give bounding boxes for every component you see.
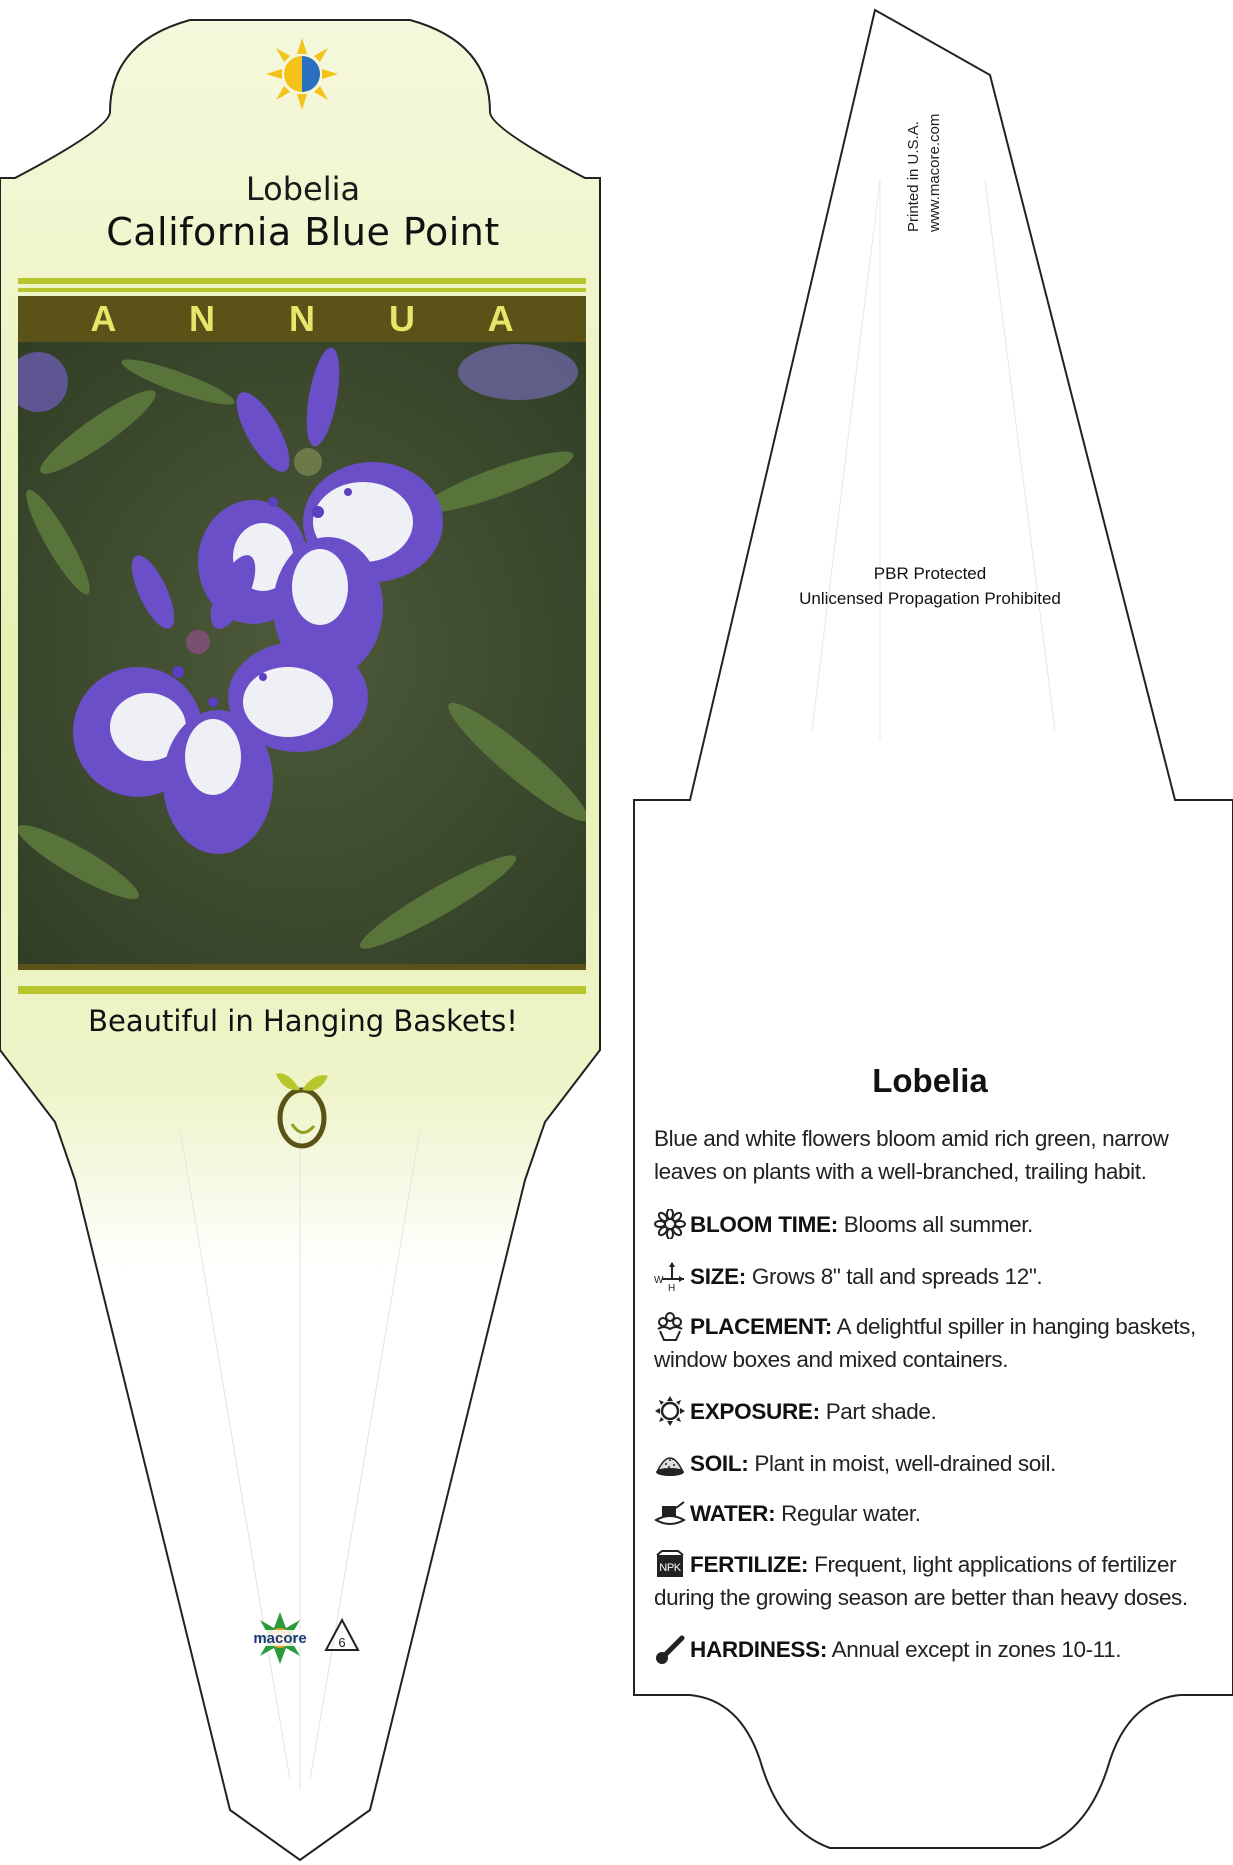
thermometer-icon: [654, 1634, 686, 1664]
attr-water: [654, 1497, 1229, 1530]
part-sun-icon: [264, 36, 340, 112]
pbr-protected: PBR Protected: [873, 564, 987, 583]
soil-icon: [654, 1448, 686, 1478]
npk-icon: [654, 1549, 686, 1579]
back-description: Blue and white flowers bloom amid rich green, narrow leaves on plants with a well-branched, trailing habit.: [654, 1126, 1169, 1184]
attr-label: FERTILIZE:: [690, 1552, 809, 1577]
front-tagline: Beautiful in Hanging Baskets!: [88, 1004, 518, 1038]
flower-photo: [18, 342, 586, 964]
attr-soil: [654, 1447, 1229, 1480]
sprout-logo-icon: [270, 1068, 334, 1150]
macore-logo: [242, 1610, 362, 1666]
annual-band: [18, 296, 586, 342]
attr-text: Plant in moist, well-drained soil.: [754, 1451, 1056, 1476]
attr-label: HARDINESS:: [690, 1637, 828, 1662]
attr-label: SOIL:: [690, 1451, 749, 1476]
planter-icon: [654, 1311, 686, 1341]
attr-text: Blooms all summer.: [843, 1212, 1033, 1237]
category-label: A N N U A: [90, 298, 546, 339]
attr-bloom-time: [654, 1208, 1229, 1241]
size-h-label: H: [668, 1283, 675, 1291]
size-arrows-icon: [654, 1261, 686, 1291]
front-variety-name: California Blue Point: [106, 210, 500, 254]
attr-label: BLOOM TIME:: [690, 1212, 838, 1237]
attr-text: Regular water.: [781, 1501, 921, 1526]
attr-text: Annual except in zones 10-11.: [831, 1637, 1122, 1662]
attr-label: SIZE:: [690, 1264, 747, 1289]
attr-hardiness: [654, 1633, 1229, 1666]
back-title: Lobelia: [872, 1062, 988, 1099]
attr-placement: [654, 1310, 1229, 1376]
attr-size: [654, 1260, 1229, 1293]
attr-label: EXPOSURE:: [690, 1399, 820, 1424]
attr-text: Frequent, light applications of fertilizer during the growing season are better than heavy doses.: [654, 1552, 1188, 1610]
attr-text: Grows 8" tall and spreads 12".: [751, 1264, 1043, 1289]
attr-fertilize: [654, 1548, 1229, 1614]
front-genus-name: Lobelia: [245, 170, 361, 208]
attr-text: Part shade.: [825, 1399, 937, 1424]
pbr-notice: Unlicensed Propagation Prohibited: [799, 589, 1061, 608]
attr-label: WATER:: [690, 1501, 776, 1526]
flower-icon: [654, 1209, 686, 1239]
attr-text: A delightful spiller in hanging baskets, window boxes and mixed containers.: [654, 1314, 1196, 1372]
recycle-code: 6: [338, 1635, 346, 1650]
size-w-label: W: [654, 1275, 664, 1286]
sun-icon: [654, 1396, 686, 1426]
watering-can-icon: [654, 1498, 686, 1528]
attr-exposure: [654, 1395, 1229, 1428]
attr-label: PLACEMENT:: [690, 1314, 832, 1339]
npk-label: NPK: [659, 1562, 681, 1574]
printed-in-text: Printed in U.S.A.: [905, 121, 922, 232]
website-text: www.macore.com: [926, 113, 943, 232]
brand-name: macore: [253, 1630, 307, 1647]
